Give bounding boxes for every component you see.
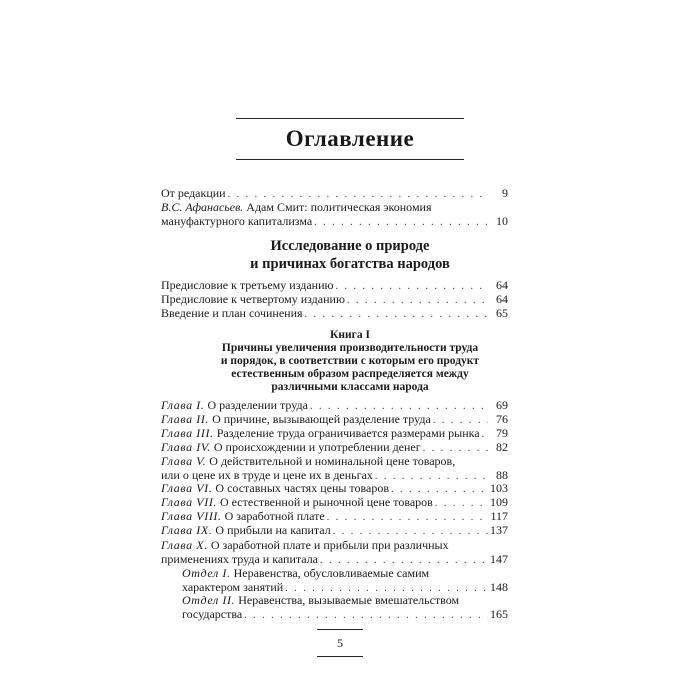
toc-page-number: 64 xyxy=(496,292,508,306)
page-number: 5 xyxy=(317,629,363,657)
toc-page-number: 10 xyxy=(496,214,508,228)
work-title xyxy=(0,237,700,273)
toc-page-number: 165 xyxy=(490,607,508,621)
toc-page-number: 9 xyxy=(502,186,508,200)
chapter-label: Глава III. xyxy=(161,426,214,440)
toc-entry-text: О составных частях цены товаров xyxy=(212,481,390,495)
dot-leader xyxy=(333,525,488,539)
book-title-line: различными классами народа xyxy=(271,381,429,393)
toc-page-number: 64 xyxy=(496,278,508,292)
toc-entry-text: или о цене их в труде и цене их в деньгах xyxy=(161,468,373,482)
chapter-label: Глава VI. xyxy=(161,481,213,495)
toc-entry-text: О прибыли на капитал xyxy=(212,523,331,537)
toc-entry-text: Предисловие к третьему изданию xyxy=(161,278,334,292)
toc-entry-section-1[interactable] xyxy=(182,566,508,596)
section-label: Отдел II. xyxy=(182,593,236,607)
toc-entry-text: Адам Смит: политическая экономия xyxy=(243,200,432,214)
toc-entry-text: О причине, вызывающей разделение труда xyxy=(209,412,431,426)
toc-entry-afanasyev[interactable] xyxy=(161,200,508,230)
toc-entry-text: Неравенства, вызываемые вмешательством xyxy=(235,593,460,607)
toc-page-number: 103 xyxy=(490,481,508,495)
page-title: Оглавление xyxy=(285,126,415,151)
dot-leader xyxy=(305,308,488,322)
toc-entry-text: государства xyxy=(182,607,243,621)
top-rule xyxy=(236,118,464,119)
chapter-label: Глава IX. xyxy=(161,523,213,537)
book-heading xyxy=(0,329,700,394)
book-label: Книга I xyxy=(330,329,370,341)
toc-entry-text: От редакции xyxy=(161,186,226,200)
section-label: Отдел I. xyxy=(182,566,231,580)
toc-entry-text: применениях труда и капитала xyxy=(161,552,319,566)
toc-page-number: 76 xyxy=(496,412,508,426)
chapter-label: Глава I. xyxy=(161,398,205,412)
toc-page-number: 79 xyxy=(496,426,508,440)
toc-page-number: 117 xyxy=(490,509,508,523)
toc-entry-chapter-5[interactable] xyxy=(161,454,508,484)
toc-entry-text: О действительной и номинальной цене товаров, xyxy=(206,454,456,468)
chapter-label: Глава V. xyxy=(161,454,207,468)
book-title-line: естественным образом распределяется между xyxy=(231,368,469,380)
toc-page-number: 137 xyxy=(490,523,508,537)
toc-page-number: 88 xyxy=(496,468,508,482)
toc-entry-text: О естественной и рыночной цене товаров xyxy=(217,495,433,509)
toc-entry-section-2[interactable] xyxy=(182,593,508,623)
chapter-label: Глава IV. xyxy=(161,440,211,454)
toc-page-number: 147 xyxy=(490,552,508,566)
title-rule xyxy=(236,159,464,160)
toc-author: В.С. Афанасьев. xyxy=(161,200,244,214)
toc-entry-text: Введение и план сочинения xyxy=(161,306,303,320)
book-title-line: и порядок, в соответствии с которым его продукт xyxy=(220,355,480,367)
toc-entry-text: Разделение труда ограничивается размерами рынка xyxy=(213,426,480,440)
toc-page-number: 69 xyxy=(496,398,508,412)
toc-entry-text: характером занятий xyxy=(182,580,284,594)
book-title-line: Причины увеличения производительности труда xyxy=(221,342,479,354)
toc-entry-text: О происхождении и употреблении денег xyxy=(210,440,421,454)
toc-entry-text: О разделении труда xyxy=(204,398,308,412)
chapter-label: Глава VII. xyxy=(161,495,218,509)
toc-entry-chapter-10[interactable] xyxy=(161,538,508,568)
dot-leader xyxy=(314,216,488,230)
toc-entry-text: Неравенства, обусловливаемые самим xyxy=(230,566,430,580)
toc-entry-text: О заработной плате и прибыли при различных xyxy=(207,538,449,552)
toc-entry-text: Предисловие к четвертому изданию xyxy=(161,292,345,306)
toc-page-number: 109 xyxy=(490,495,508,509)
toc-page-number: 82 xyxy=(496,440,508,454)
toc-entry-text: О заработной плате xyxy=(221,509,325,523)
dot-leader xyxy=(244,609,488,623)
toc-page-number: 65 xyxy=(496,306,508,320)
chapter-label: Глава II. xyxy=(161,412,210,426)
toc-entry-text: мануфактурного капитализма xyxy=(161,214,313,228)
chapter-label: Глава X. xyxy=(161,538,208,552)
toc-entry-introduction[interactable] xyxy=(161,306,508,322)
toc-page-number: 148 xyxy=(490,580,508,594)
chapter-label: Глава VIII. xyxy=(161,509,222,523)
work-title-line: и причинах богатства народов xyxy=(250,256,450,272)
toc-entry-chapter-9[interactable] xyxy=(161,523,508,539)
work-title-line: Исследование о природе xyxy=(270,238,430,254)
